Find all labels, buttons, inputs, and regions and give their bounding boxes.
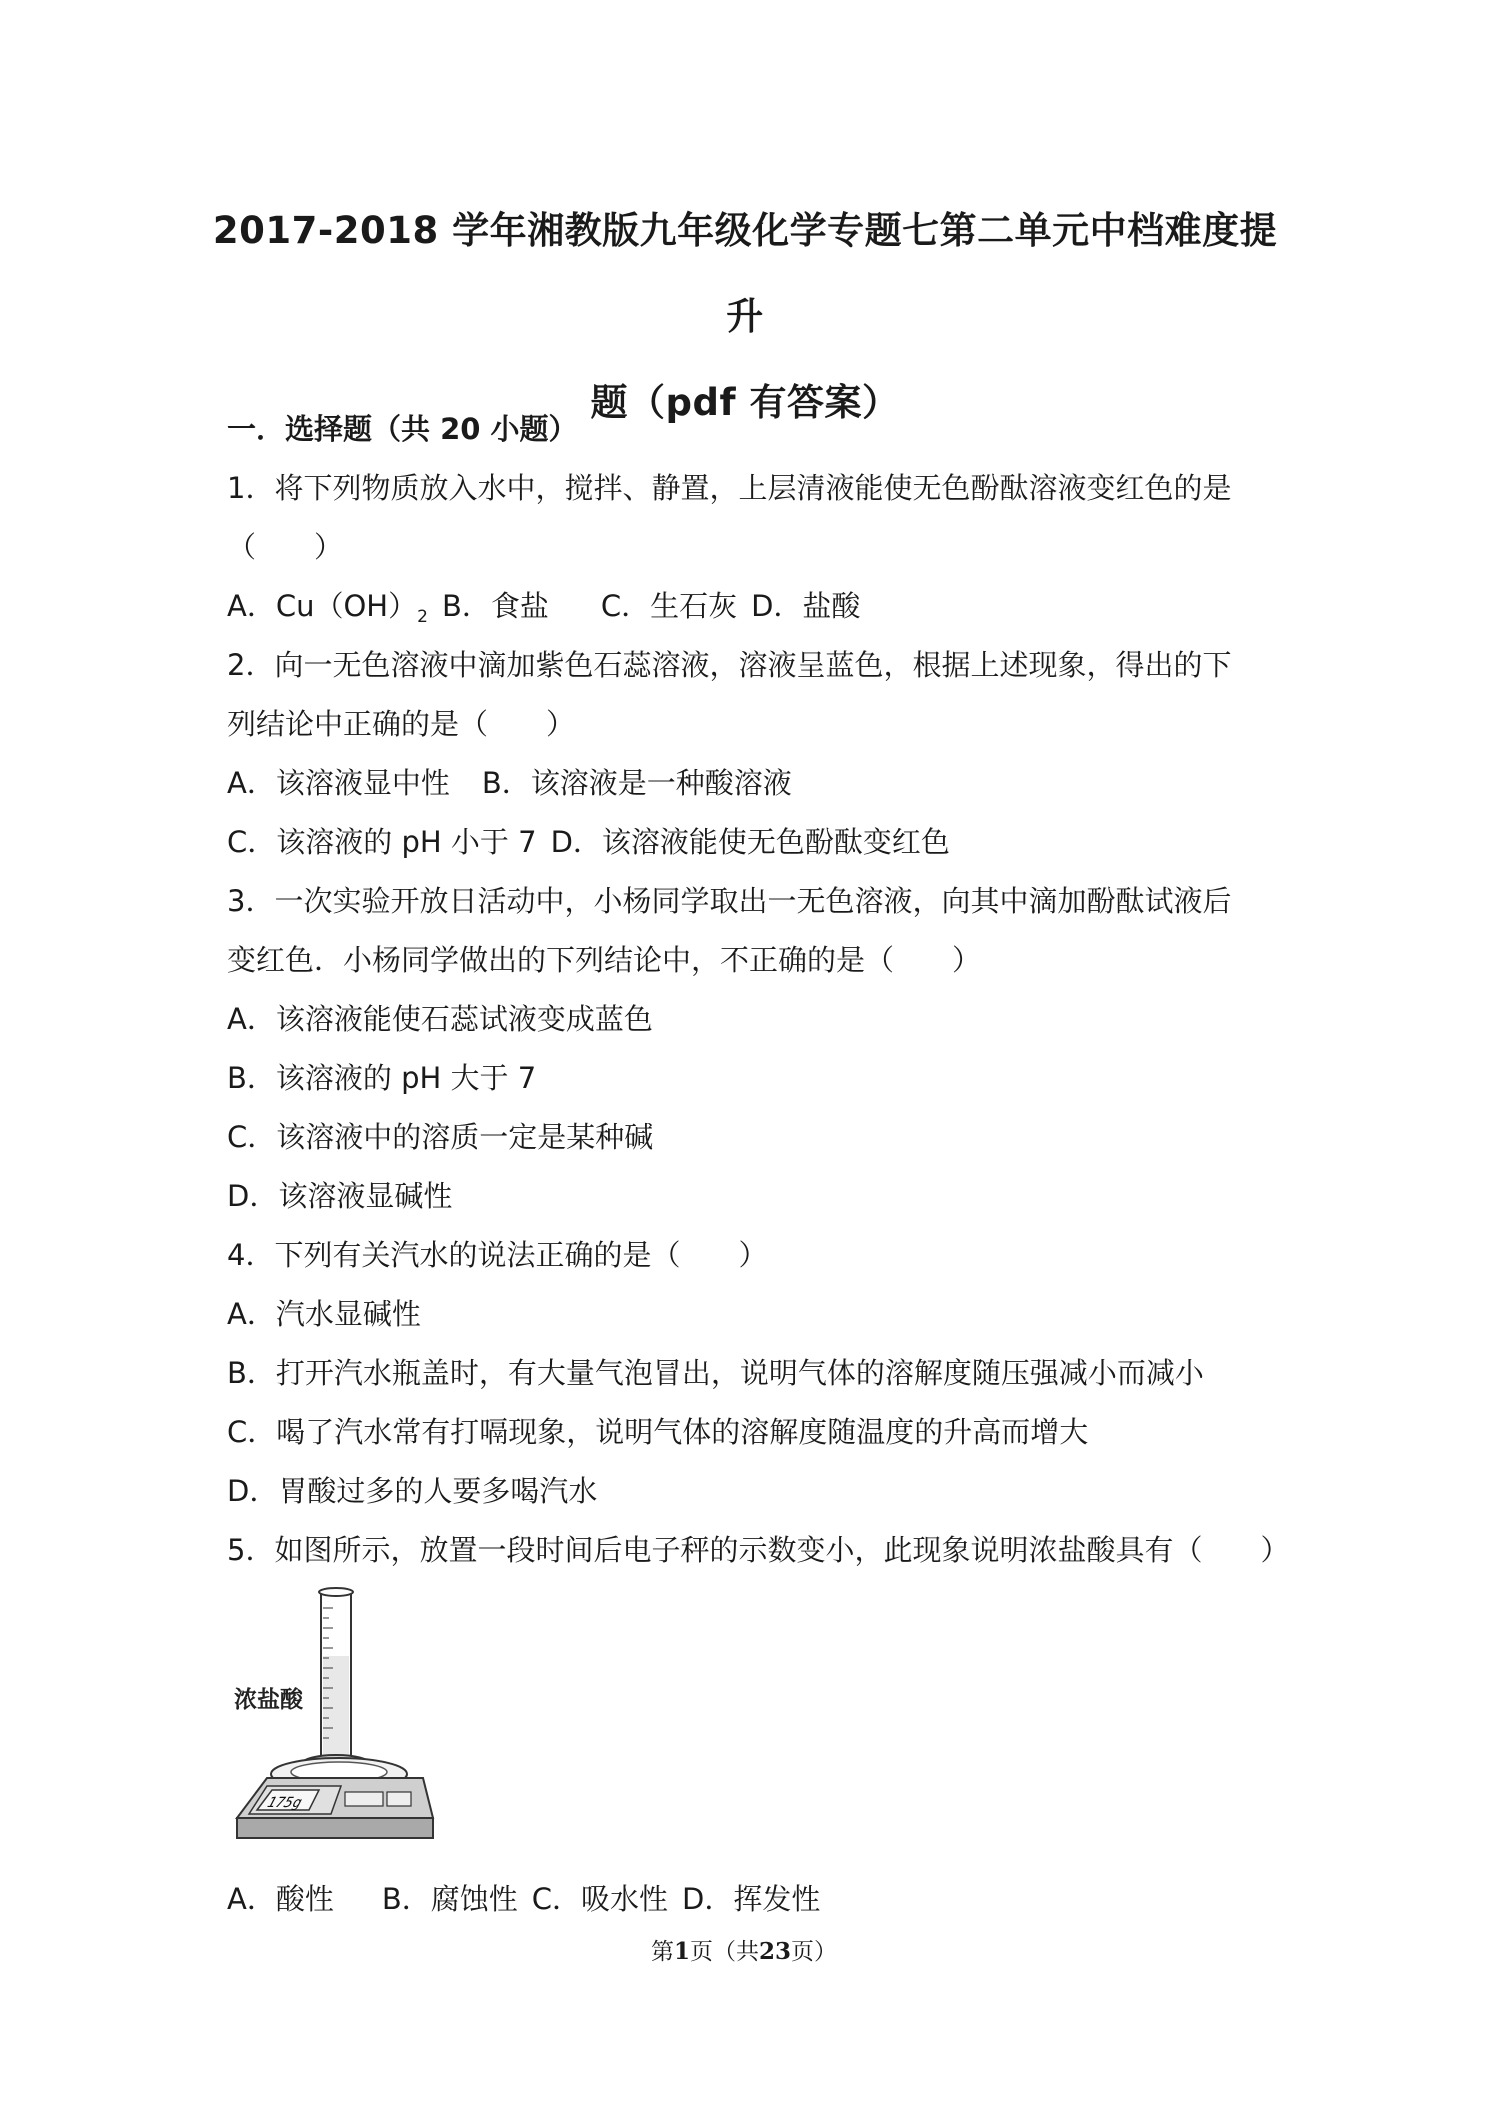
scale-reading: 175g xyxy=(265,1795,304,1811)
q5-option-c: C．吸水性 xyxy=(531,1882,668,1916)
page-number: 1 xyxy=(673,1938,690,1965)
q2-stem-line-1: 2．向一无色溶液中滴加紫色石蕊溶液，溶液呈蓝色，根据上述现象，得出的下 xyxy=(227,648,1232,682)
q1-option-a: A．$Cu(OH)_2$ xyxy=(227,589,428,627)
electronic-scale-illustration xyxy=(227,1586,447,1856)
q2-option-d: D．该溶液能使无色酚酞变红色 xyxy=(550,825,950,859)
q1-stem-line-1: 1．将下列物质放入水中，搅拌、静置，上层清液能使无色酚酞溶液变红色的是 xyxy=(227,471,1232,505)
q1-stem-line-2: （ ） xyxy=(227,530,344,564)
q3-option-d: D．该溶液显碱性 xyxy=(227,1179,453,1213)
q4-option-a: A．汽水显碱性 xyxy=(227,1297,421,1331)
q1-option-b: B．食盐 xyxy=(441,589,549,623)
q4-stem: 4．下列有关汽水的说法正确的是（ ） xyxy=(227,1238,768,1272)
q4-option-c: C．喝了汽水常有打嗝现象，说明气体的溶解度随温度的升高而增大 xyxy=(227,1415,1089,1449)
q5-options xyxy=(227,1870,1287,1929)
q3-option-c: C．该溶液中的溶质一定是某种碱 xyxy=(227,1120,654,1154)
q3-option-a: A．该溶液能使石蕊试液变成蓝色 xyxy=(227,1002,653,1036)
title-line-2: 题（pdf 有答案） xyxy=(590,381,900,424)
q1-option-c: C．生石灰 xyxy=(600,589,738,623)
q1-options xyxy=(227,577,1287,636)
q5-option-b: B．腐蚀性 xyxy=(381,1882,518,1916)
q3-option-b: B．该溶液的 pH 大于 7 xyxy=(227,1061,537,1095)
q2-options-cd xyxy=(227,813,1287,872)
figure-label: 浓盐酸 xyxy=(234,1686,303,1713)
q5-option-a: A．酸性 xyxy=(227,1882,334,1916)
page-total: 23 xyxy=(759,1938,792,1965)
q2-option-a: A．该溶液显中性 xyxy=(227,766,450,800)
q2-option-b: B．该溶液是一种酸溶液 xyxy=(481,766,792,800)
title-line-1: 2017-2018 学年湘教版九年级化学专题七第二单元中档难度提升 xyxy=(212,209,1278,338)
q2-stem-line-2: 列结论中正确的是（ ） xyxy=(227,707,576,741)
q2-options-ab xyxy=(227,754,1287,813)
q2-option-c: C．该溶液的 pH 小于 7 xyxy=(227,825,537,859)
q1-option-d: D．盐酸 xyxy=(751,589,861,623)
q3-stem-line-1: 3．一次实验开放日活动中，小杨同学取出一无色溶液，向其中滴加酚酞试液后 xyxy=(227,884,1232,918)
q4-option-b: B．打开汽水瓶盖时，有大量气泡冒出，说明气体的溶解度随压强减小而减小 xyxy=(227,1356,1204,1390)
q5-stem: 5．如图所示，放置一段时间后电子秤的示数变小，此现象说明浓盐酸具有（ ） xyxy=(227,1533,1290,1567)
q5-option-d: D．挥发性 xyxy=(682,1882,821,1916)
question-list xyxy=(227,400,1290,1929)
page-footer: 第1页（共23页） xyxy=(650,1938,838,1965)
scale-figure xyxy=(227,1586,447,1856)
section-heading: 一．选择题（共 20 小题） xyxy=(227,412,578,446)
q4-option-d: D．胃酸过多的人要多喝汽水 xyxy=(227,1474,598,1508)
q3-stem-line-2: 变红色．小杨同学做出的下列结论中，不正确的是（ ） xyxy=(227,943,982,977)
